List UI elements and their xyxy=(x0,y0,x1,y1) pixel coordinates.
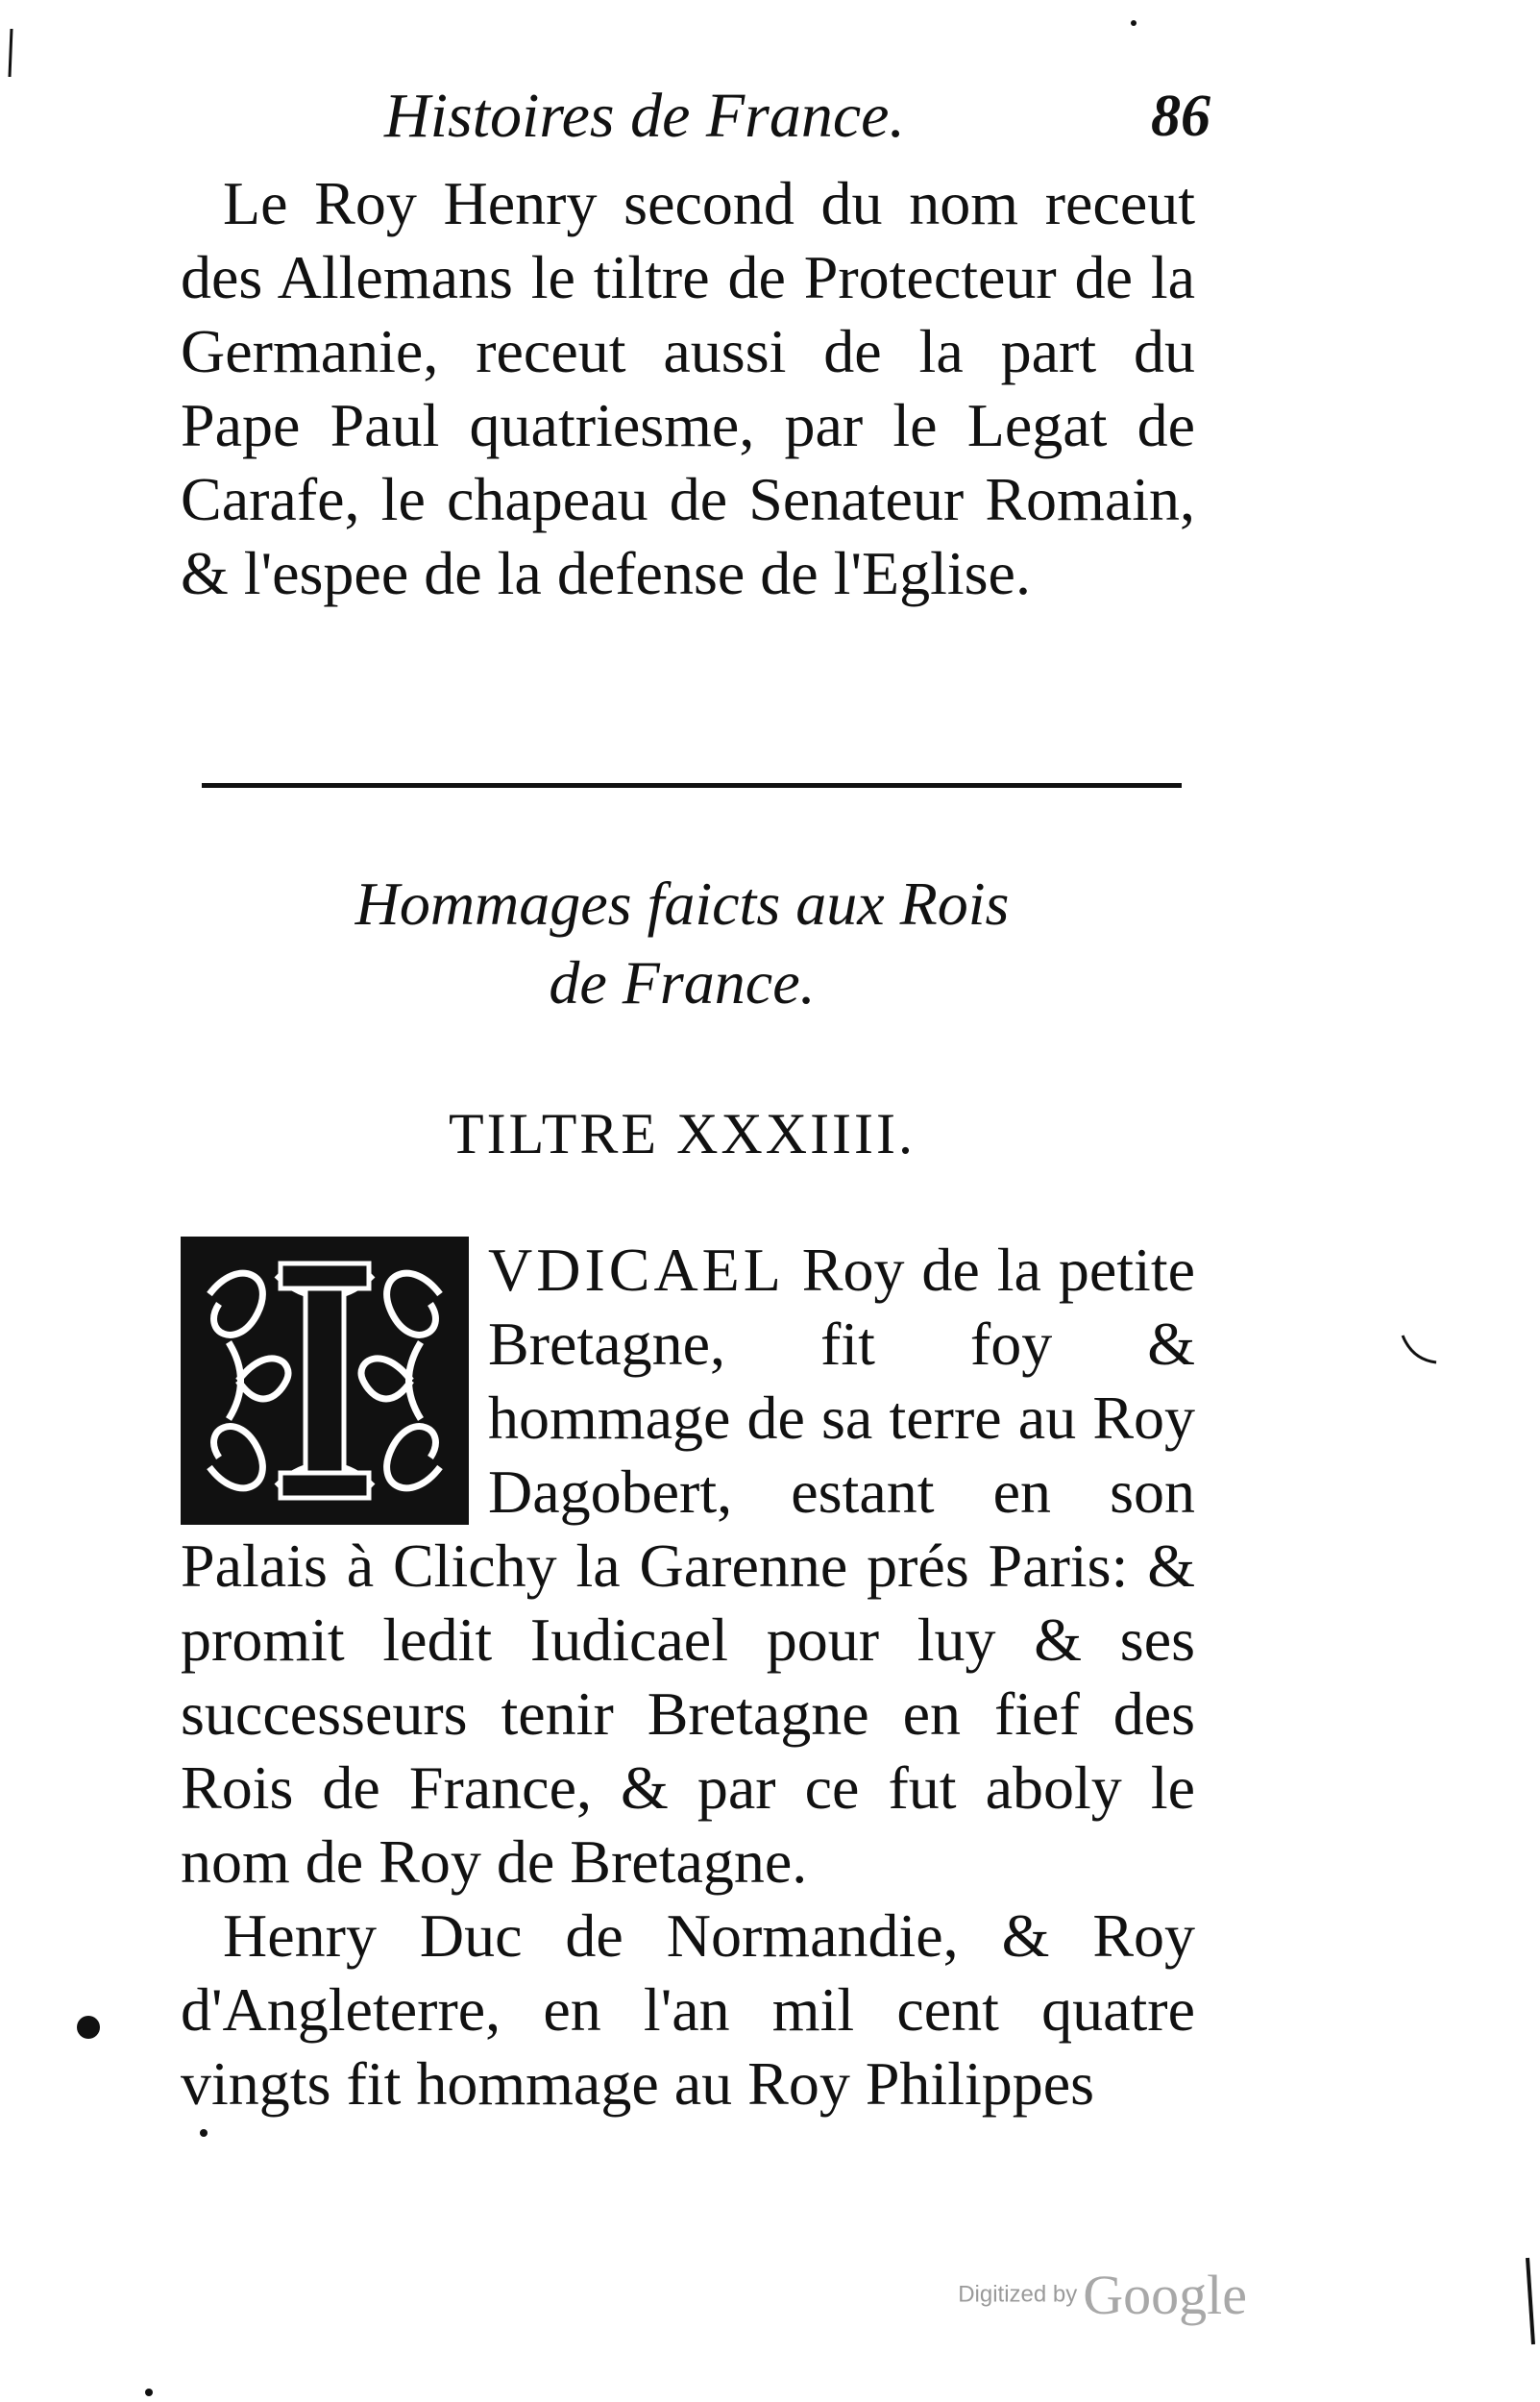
page-number: 86 xyxy=(1151,84,1210,149)
section-heading-line-2: de France. xyxy=(549,948,816,1017)
running-title: Histoires de France. xyxy=(384,81,905,151)
running-head xyxy=(384,73,1210,159)
section-heading xyxy=(250,865,1114,1022)
paragraph-iudicael xyxy=(181,1233,1195,2120)
watermark-logo: Google xyxy=(1083,2264,1247,2326)
section-divider-rule xyxy=(202,783,1182,788)
paragraph-henry-second xyxy=(181,166,1195,610)
watermark-prefix: Digitized by xyxy=(958,2281,1078,2308)
opening-small-caps: VDICAEL xyxy=(488,1236,785,1304)
paragraph-text: Roy de la petite Bretagne, fit foy & hommage de sa terre au Roy Dagobert, estant en son Palais à Clichy la Garenne prés Paris: & promit ledit Iudicael pour luy & ses successeurs tenir Bretagne en fief des Rois de France, & par ce fut aboly le nom de Roy de Bretagne. xyxy=(181,1236,1195,1896)
drop-cap-ornament-icon xyxy=(181,1237,469,1525)
section-heading-line-1: Hommages faicts aux Rois xyxy=(354,870,1010,938)
digitization-watermark xyxy=(958,2263,1247,2327)
title-number: TILTRE XXXIIII. xyxy=(448,1102,916,1165)
paragraph-henry-duc: Henry Duc de Normandie, & Roy d'Angleterre, en l'an mil cent quatre vingts fit hommage au Roy Philippes xyxy=(181,1901,1195,2118)
paragraph-text: Le Roy Henry second du nom receut des Allemans le tiltre de Protecteur de la Germanie, receut aussi de la part du Pape Paul quatriesme, par le Legat de Carafe, le chapeau de Senateur Romain, & l'espee de la defense de l'Eglise. xyxy=(181,169,1195,607)
ornamental-drop-cap xyxy=(181,1237,469,1525)
